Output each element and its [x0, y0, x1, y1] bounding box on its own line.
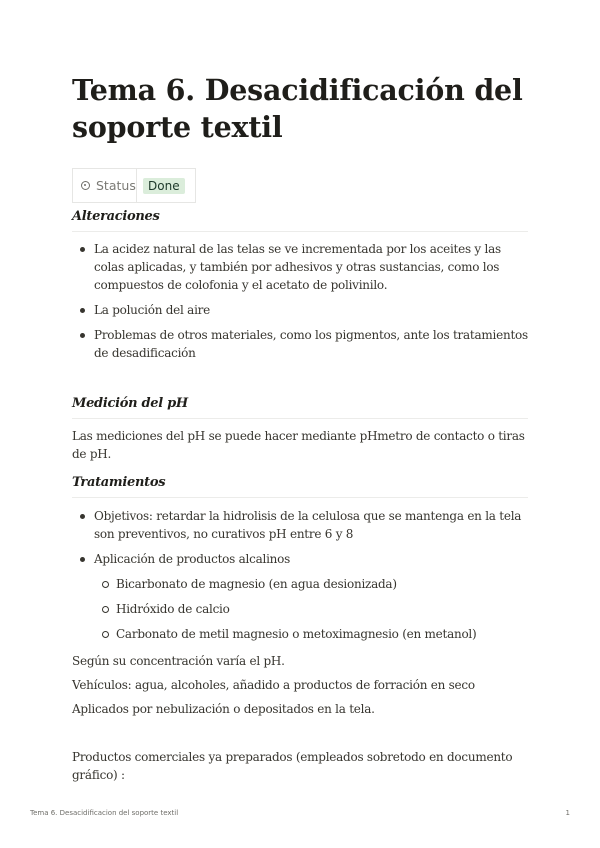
- status-value[interactable]: [137, 169, 195, 202]
- footer-page-number: 1: [565, 809, 570, 817]
- sublist-productos: [72, 575, 532, 650]
- footer-title: Tema 6. Desacidificacion del soporte textil: [30, 809, 179, 817]
- heading-medicion: Medición del pH: [72, 396, 528, 419]
- page-title: Tema 6. Desacidificación del soporte textil: [72, 73, 523, 144]
- property-status: [72, 168, 196, 203]
- list-item: La acidez natural de las telas se ve incrementada por los aceites y las colas aplicadas, y también por adhesivos y otras sustancias, como los compuestos de colofonia y el acetato de polivinilo.: [72, 240, 532, 294]
- list-alteraciones: [72, 240, 532, 369]
- list-tratamientos: [72, 507, 532, 575]
- list-item: Objetivos: retardar la hidrolisis de la celulosa que se mantenga en la tela son preventivos, no curativos pH entre 6 y 8: [72, 507, 532, 543]
- list-item: Problemas de otros materiales, como los pigmentos, ante los tratamientos de desadificación: [72, 326, 532, 362]
- paragraph-concentracion: Según su concentración varía el pH.: [72, 654, 285, 668]
- paragraph-productos: Productos comerciales ya preparados (empleados sobretodo en documento gráfico) :: [72, 750, 513, 782]
- paragraph-vehiculos: Vehículos: agua, alcoholes, añadido a productos de forración en seco: [72, 678, 475, 692]
- list-item: La polución del aire: [72, 301, 532, 319]
- heading-alteraciones: Alteraciones: [72, 209, 528, 232]
- sub-list-item: Bicarbonato de magnesio (en agua desionizada): [72, 575, 532, 593]
- status-label: Status: [96, 178, 136, 193]
- paragraph-medicion: Las mediciones del pH se puede hacer mediante pHmetro de contacto o tiras de pH.: [72, 429, 525, 461]
- status-icon: [81, 181, 90, 190]
- list-item: Aplicación de productos alcalinos: [72, 550, 532, 568]
- status-badge: Done: [143, 178, 185, 194]
- paragraph-aplicados: Aplicados por nebulización o depositados en la tela.: [72, 702, 375, 716]
- status-key: [73, 169, 137, 202]
- sub-list-item: Hidróxido de calcio: [72, 600, 532, 618]
- heading-tratamientos: Tratamientos: [72, 475, 528, 498]
- page-footer: [30, 809, 570, 817]
- sub-list-item: Carbonato de metil magnesio o metoximagnesio (en metanol): [72, 625, 532, 643]
